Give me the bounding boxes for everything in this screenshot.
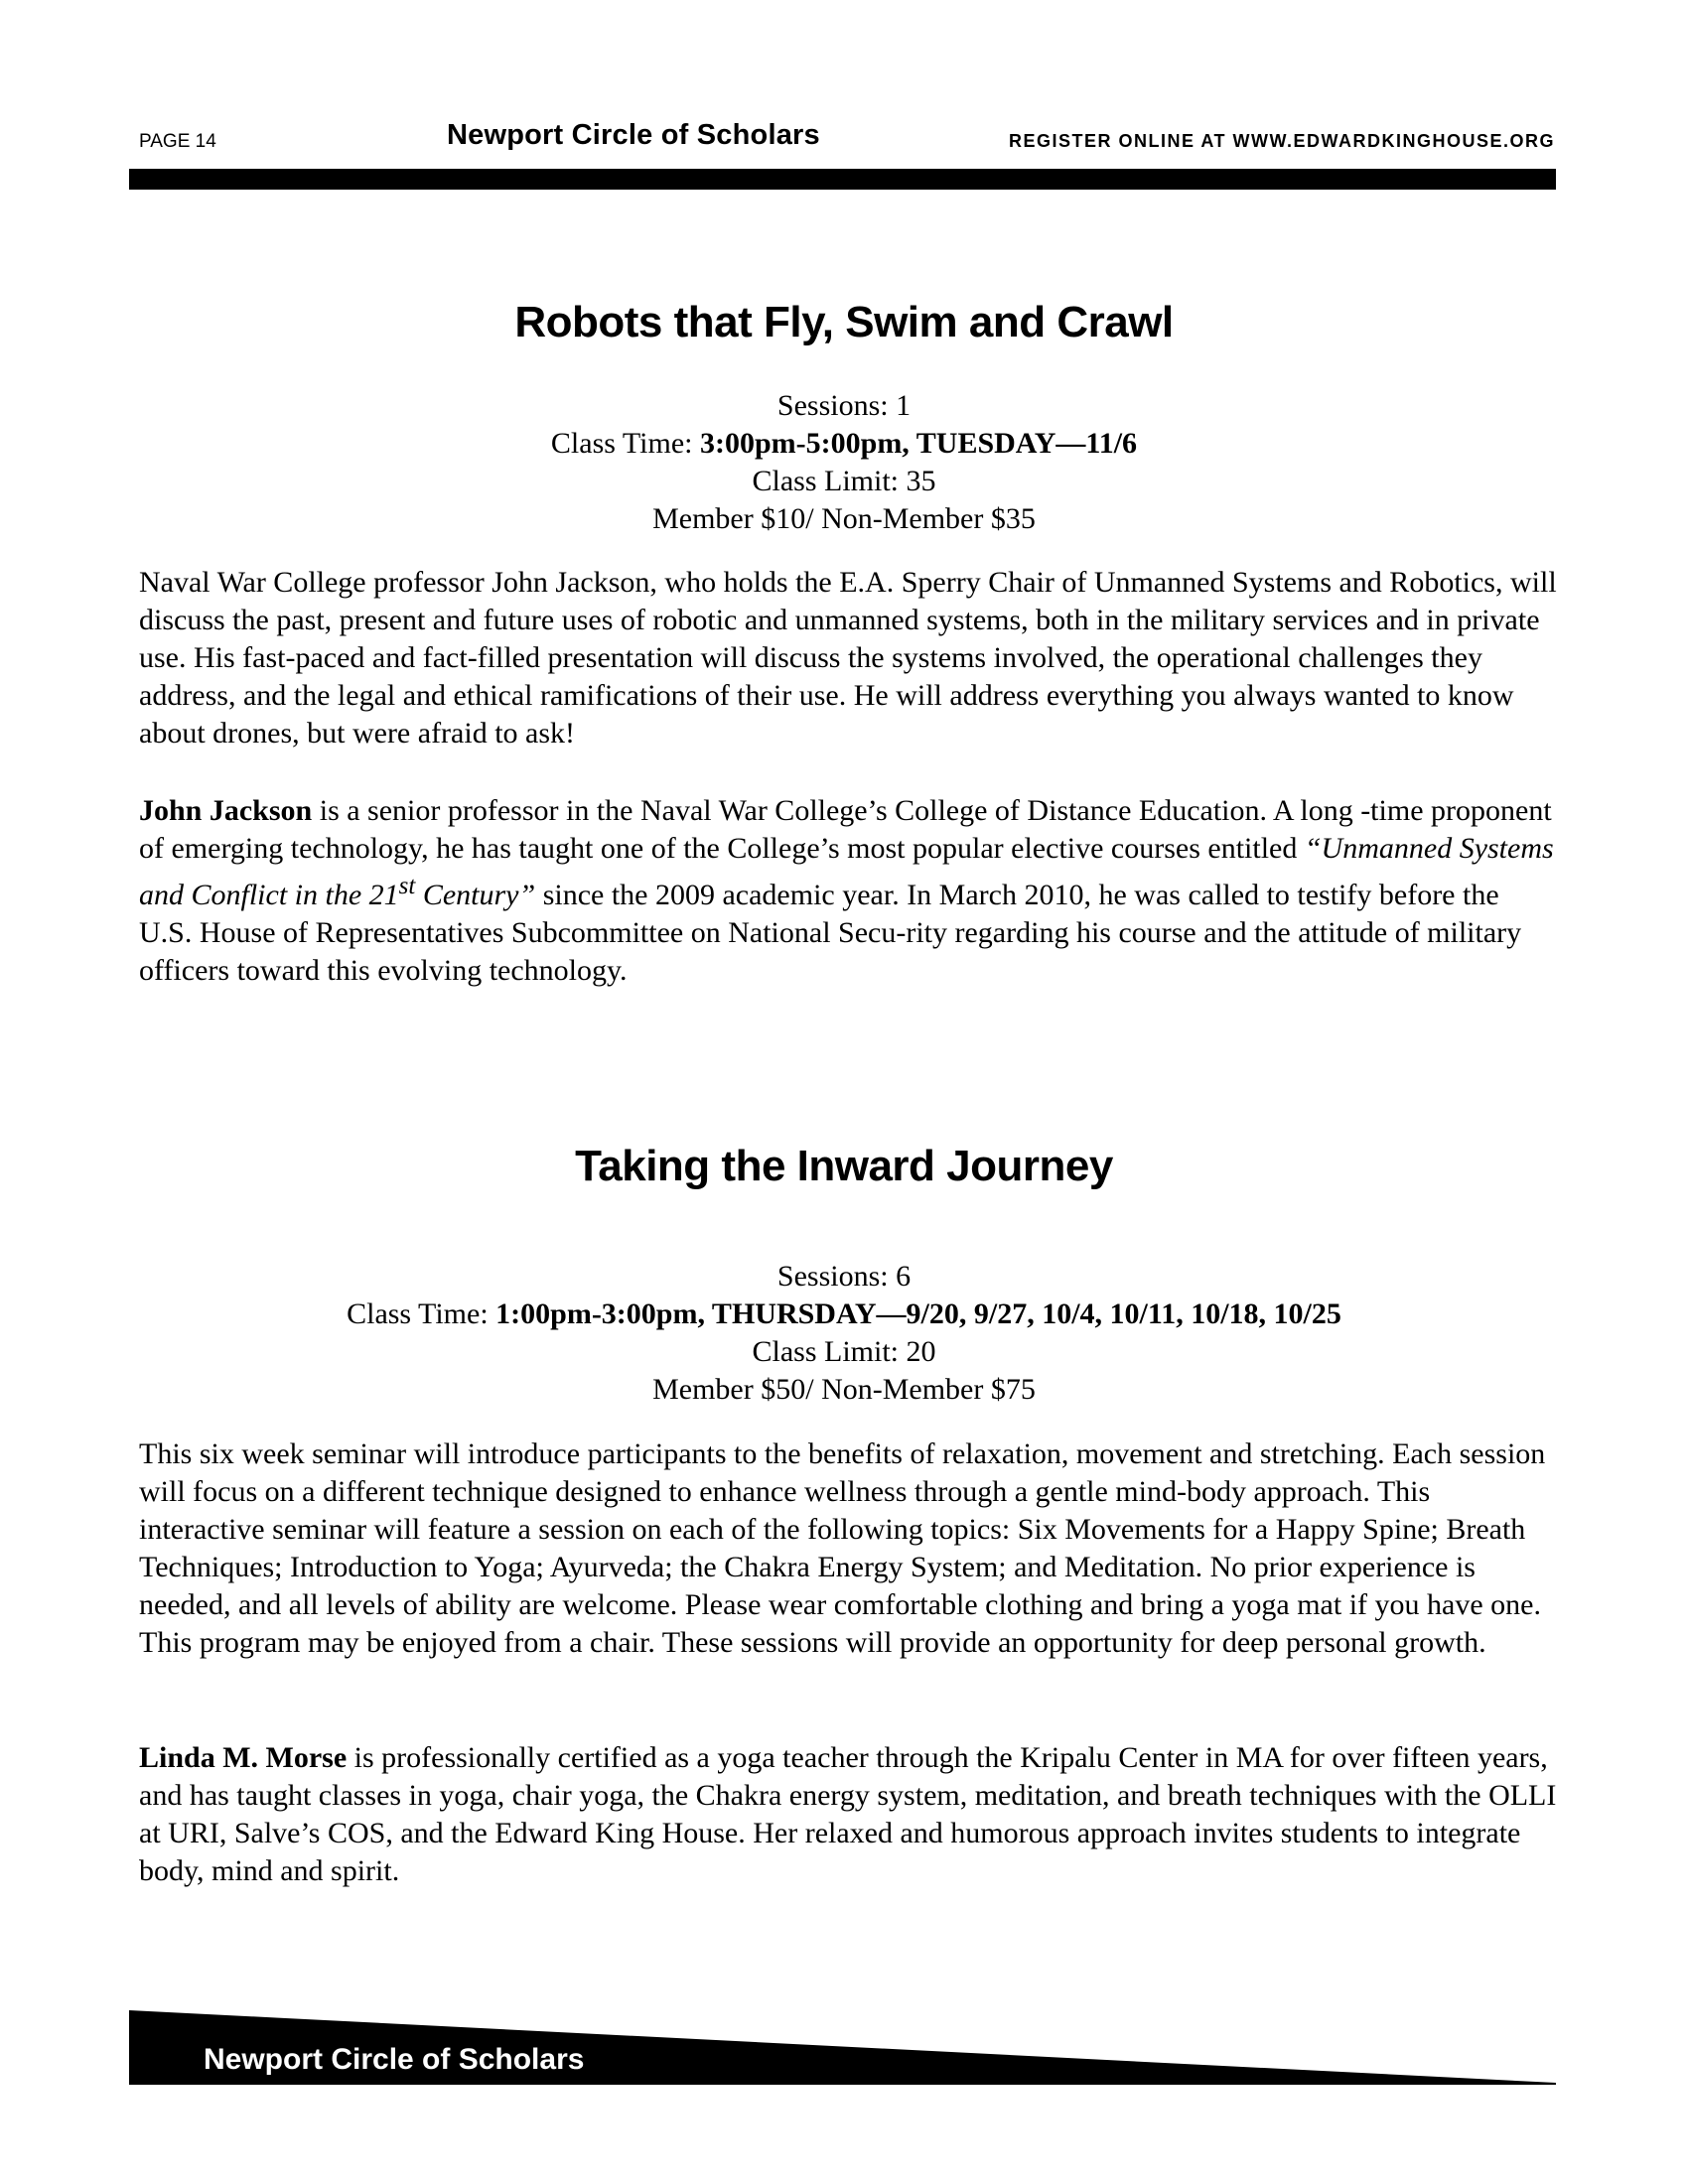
course-description: Naval War College professor John Jackson, who holds the E.A. Sperry Chair of Unmanned Systems and Robotics, will discuss the past, present and future uses of robotic and unmanned systems, both in the military services and in private use. His fast-paced and fact-filled presentation will discuss the systems involved, the operational challenges they address, and the legal and ethical ramifications of their use. He will address everything you always wanted to know about drones, but were afraid to ask! bbox=[139, 566, 1557, 750]
class-limit: Class Limit: 35 bbox=[752, 465, 936, 497]
bio-text-cont: since the 2009 academic year. In March 2010, he was called to testify before the U.S. House of Representatives Subcommittee on National Secu-rity regarding his course and the attitude of military officers toward this evolving technology. bbox=[139, 879, 1522, 987]
course-info bbox=[0, 1258, 1688, 1409]
class-time-label: Class Time: bbox=[347, 1297, 496, 1330]
course-reference-sup: st bbox=[398, 873, 416, 899]
header-rule bbox=[129, 169, 1556, 190]
class-time bbox=[0, 425, 1688, 463]
page-number: PAGE 14 bbox=[139, 131, 216, 152]
sessions: Sessions: 1 bbox=[776, 389, 912, 422]
class-time-label: Class Time: bbox=[550, 427, 700, 460]
course-title: Taking the Inward Journey bbox=[575, 1142, 1113, 1190]
instructor-bio bbox=[139, 792, 1559, 990]
course-description: This six week seminar will introduce participants to the benefits of relaxation, movement and stretching. Each session will focus on a different technique designed to enhance wellness through a gentle mind-body approach. This interactive seminar will feature a session on each of the following topics: Six Movements for a Happy Spine; Breath Techniques; Introduction to Yoga; Ayurveda; the Chakra Energy System; and Meditation. No prior experience is needed, and all levels of ability are welcome. Please wear comfortable clothing and bring a yoga mat if you have one. This program may be enjoyed from a chair. These sessions will provide an opportunity for deep personal growth. bbox=[139, 1437, 1546, 1659]
bio-text: is professionally certified as a yoga teacher through the Kripalu Center in MA for over fifteen years, and has taught classes in yoga, chair yoga, the Chakra energy system, meditation, and breath techniques with the OLLI at URI, Salve’s COS, and the Edward King House. Her relaxed and humorous approach invites students to integrate body, mind and spirit. bbox=[139, 1741, 1557, 1887]
course-info bbox=[0, 387, 1688, 538]
instructor-bio bbox=[139, 1739, 1559, 1890]
page-header bbox=[129, 119, 1555, 155]
course-reference-end: Century” bbox=[415, 879, 536, 911]
course-reference-title: “Unmanned Systems and Conflict in the 21 bbox=[139, 832, 1554, 911]
bio-text: is a senior professor in the Naval War College’s College of Distance Education. A long -time proponent of emerging technology, he has taught one of the College’s most popular elective courses entitled bbox=[139, 794, 1552, 865]
instructor-name: Linda M. Morse bbox=[139, 1741, 348, 1774]
instructor-name: John Jackson bbox=[139, 794, 313, 827]
class-time-value: 3:00pm-5:00pm, TUESDAY—11/6 bbox=[699, 427, 1138, 460]
class-time bbox=[0, 1296, 1688, 1333]
footer-title: Newport Circle of Scholars bbox=[204, 2043, 585, 2076]
course-title: Robots that Fly, Swim and Crawl bbox=[514, 298, 1174, 346]
publication-title: Newport Circle of Scholars bbox=[447, 119, 820, 151]
sessions: Sessions: 6 bbox=[776, 1260, 912, 1293]
price: Member $10/ Non-Member $35 bbox=[652, 502, 1036, 535]
register-link[interactable]: REGISTER ONLINE AT WWW.EDWARDKINGHOUSE.ORG bbox=[1009, 131, 1555, 151]
class-limit: Class Limit: 20 bbox=[752, 1335, 936, 1368]
price: Member $50/ Non-Member $75 bbox=[652, 1373, 1036, 1406]
class-time-value: 1:00pm-3:00pm, THURSDAY—9/20, 9/27, 10/4, 10/11, 10/18, 10/25 bbox=[495, 1297, 1341, 1330]
